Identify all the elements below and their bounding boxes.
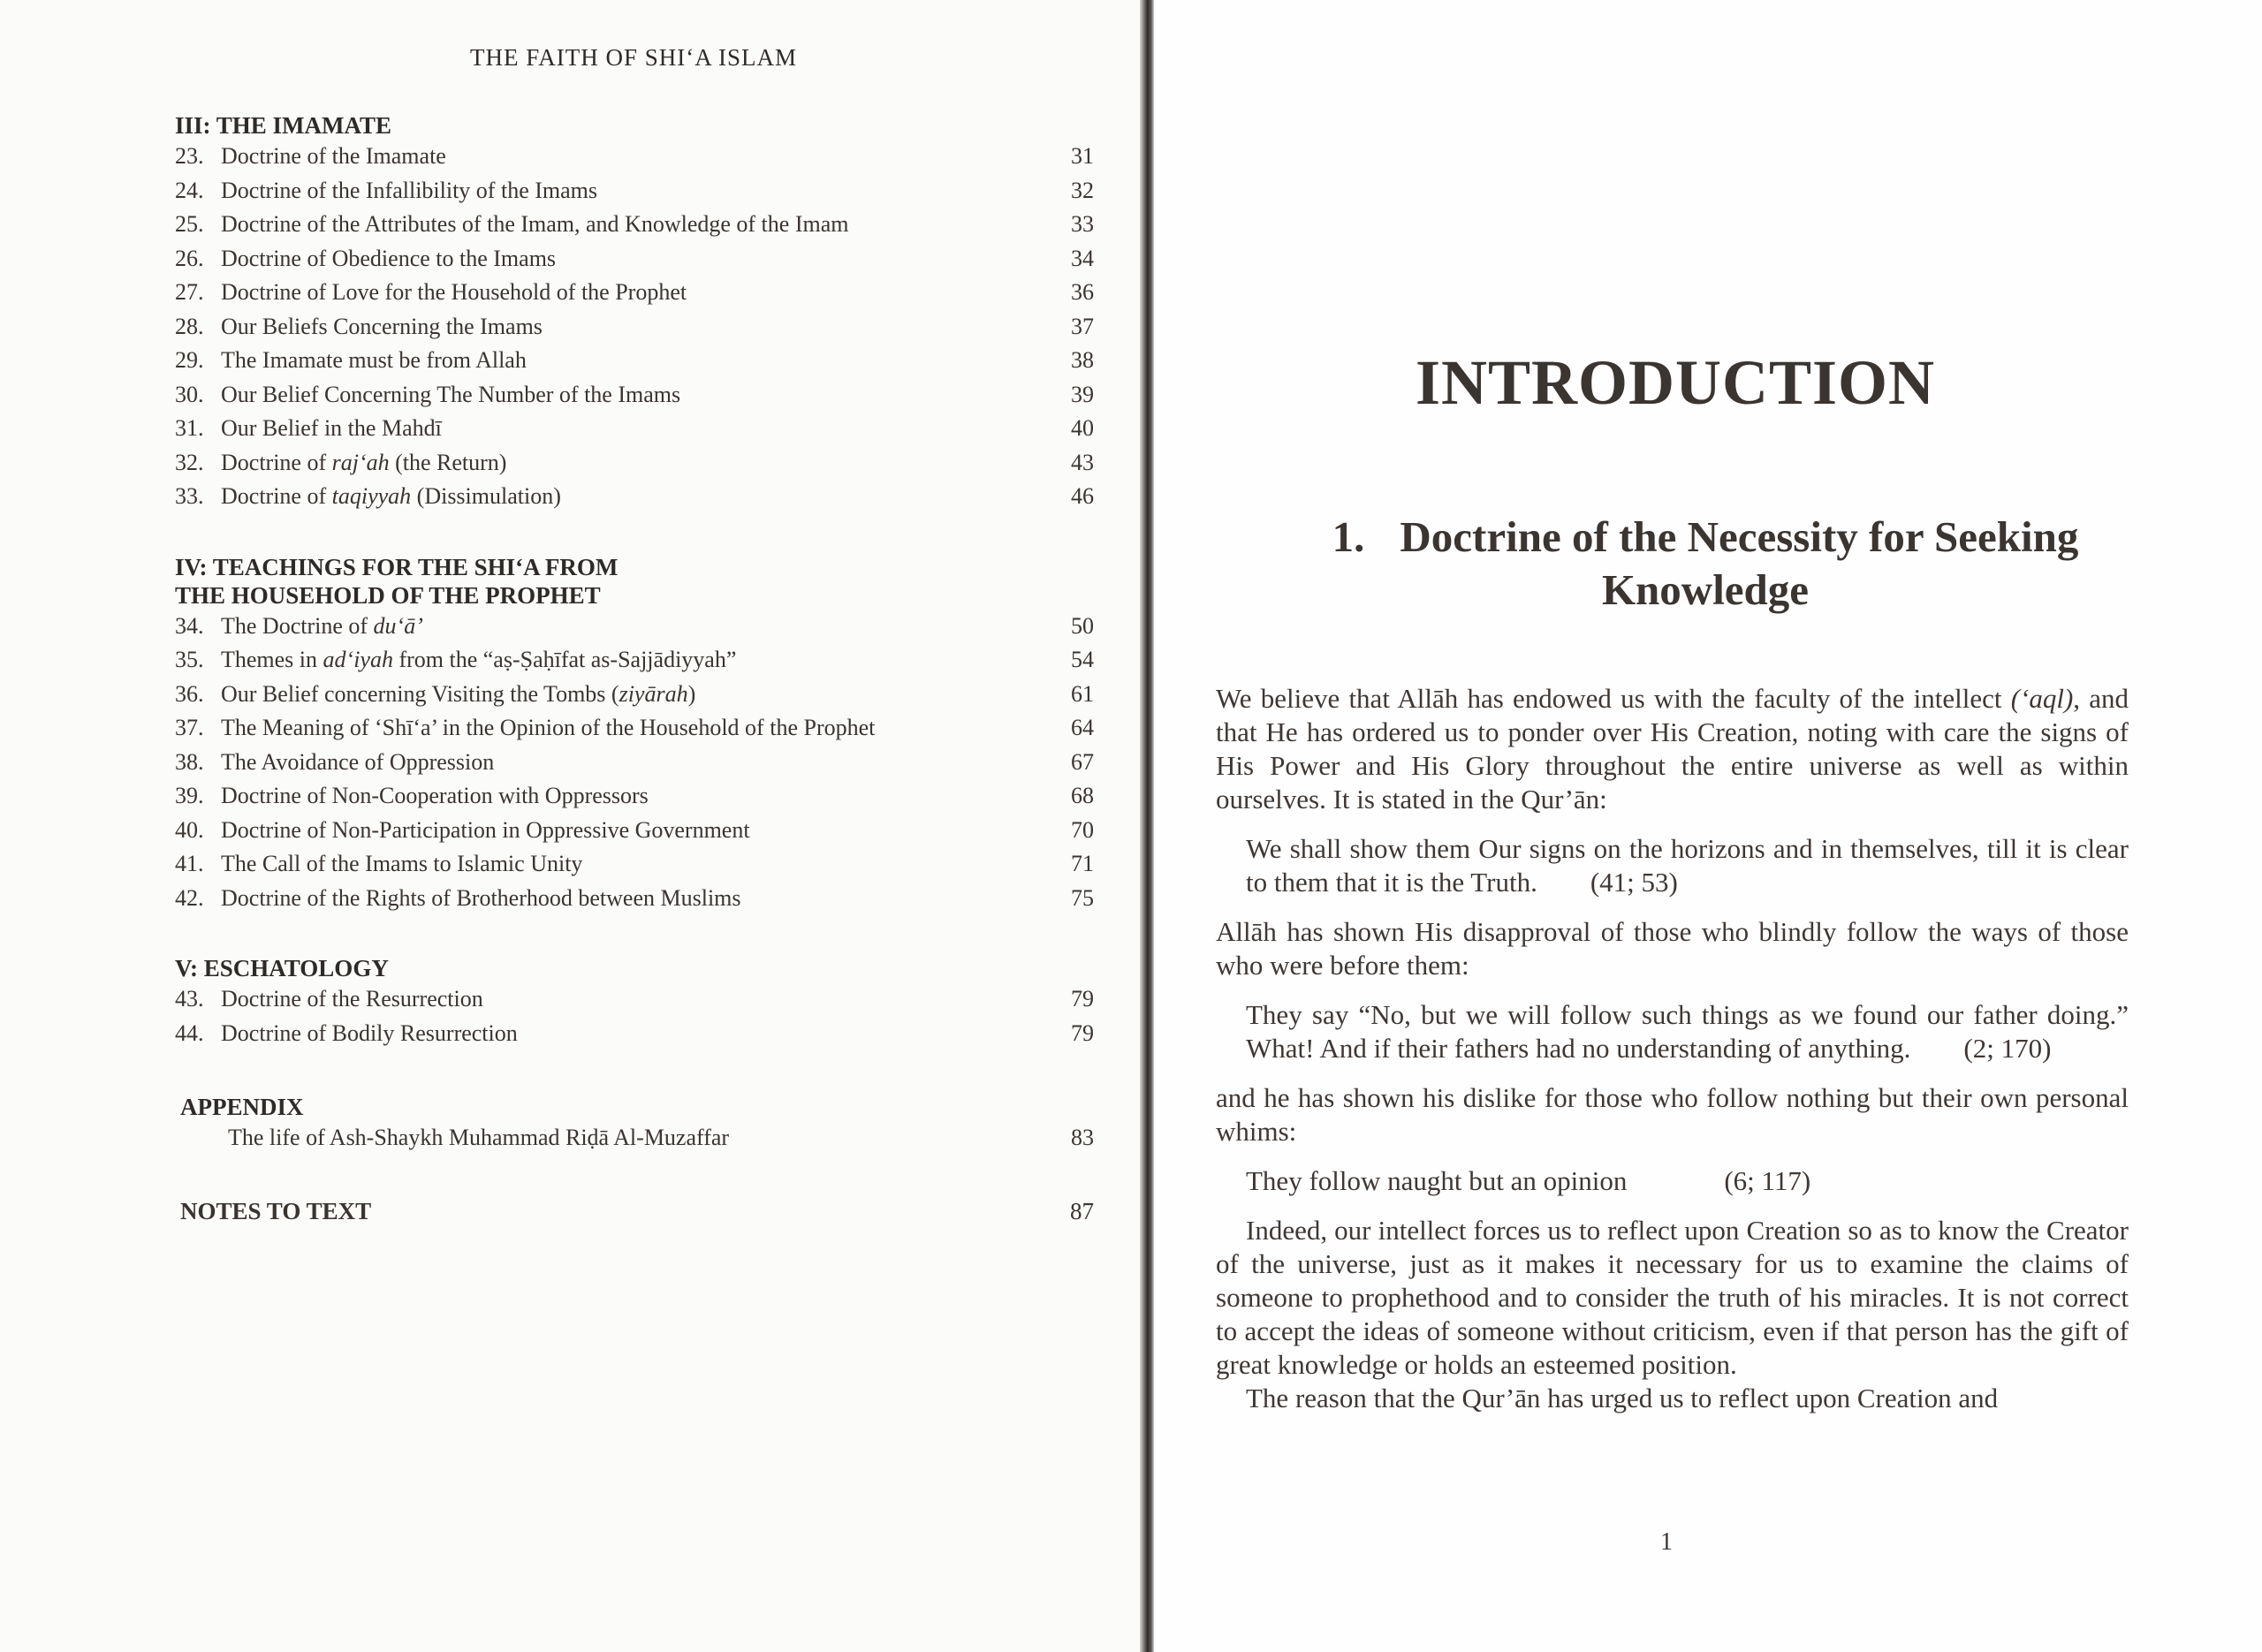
toc-entry-number: 29. <box>175 347 204 373</box>
toc-entry-number: 33. <box>175 483 204 509</box>
quote-text: They follow naught but an opinion <box>1246 1165 1628 1196</box>
toc-entry-title: (Dissimulation) <box>411 483 561 509</box>
toc-entry-term: ad‘iyah <box>323 647 393 672</box>
toc-entry-number: 30. <box>175 381 204 407</box>
quote-reference: (6; 117) <box>1724 1165 1811 1196</box>
toc-entry <box>175 779 1101 814</box>
toc-entry-number: 28. <box>175 313 204 339</box>
page-number: 1 <box>1660 1528 1673 1556</box>
toc-entry <box>175 480 1101 514</box>
toc-entry-term: du‘ā’ <box>373 612 423 639</box>
toc-entry-page: 38 <box>1071 347 1094 373</box>
toc-entry-page: 43 <box>1071 449 1094 475</box>
toc-entry <box>175 643 1101 678</box>
toc-entry-title: from the “aṣ-Ṣaḥīfat as-Sajjādiyyah” <box>392 647 737 672</box>
toc-entry-label <box>175 242 556 277</box>
toc-entry <box>175 814 1101 848</box>
toc-entry-number: 39. <box>175 783 204 808</box>
toc-entry <box>175 344 1101 378</box>
paragraph: Indeed, our intellect forces us to reflect upon Creation so as to know the Creator of the universe, just as it makes it necessary for us to examine the claims of someone to prophethood and to consider the truth of his miracles. It is not correct to accept the ideas of someone without criticism, even if that person has the gift of great knowledge or holds an esteemed position. <box>1216 1215 2129 1380</box>
paragraph: Allāh has shown His disapproval of those who blindly follow the ways of those who were before them: <box>1216 916 2129 981</box>
section-heading-line: IV: TEACHINGS FOR THE SHI‘A FROM <box>175 553 619 580</box>
paragraph <box>1216 682 2129 816</box>
toc-entry-title: Doctrine of the Imamate <box>221 143 446 169</box>
toc-entry-page: 34 <box>1071 245 1094 271</box>
toc-entry-page: 79 <box>1071 986 1094 1012</box>
toc-entry-page: 33 <box>1071 211 1094 237</box>
chapter-title <box>1237 511 2174 617</box>
toc-entry-title: Our Belief in the Mahdī <box>221 415 442 441</box>
toc-entry-number: 44. <box>175 1019 204 1046</box>
toc-entry <box>175 412 1101 446</box>
toc-entry-number: 40. <box>175 816 204 843</box>
toc-entry-label <box>175 276 687 310</box>
chapter-title-line: Doctrine of the Necessity for Seeking <box>1400 512 2079 561</box>
toc-entry-page: 36 <box>1071 279 1094 305</box>
toc-entry-label <box>175 982 483 1017</box>
toc-entry-title: Doctrine of <box>221 483 332 509</box>
toc-entry-number: 31. <box>175 415 204 441</box>
section-imamate-entries <box>175 140 1101 514</box>
block-quote <box>1246 832 2129 899</box>
toc-entry-page: 50 <box>1071 612 1094 639</box>
toc-entry-number: 32. <box>175 449 204 475</box>
block-quote <box>1246 998 2129 1065</box>
introduction-title: INTRODUCTION <box>1415 347 1936 418</box>
toc-entry-number: 38. <box>175 748 204 775</box>
toc-entry-number: 37. <box>175 715 204 740</box>
toc-entry <box>175 982 1101 1017</box>
toc-entry-label <box>175 678 695 712</box>
toc-entry <box>175 378 1101 413</box>
toc-entry-notes <box>175 1194 1101 1229</box>
toc-entry <box>175 1017 1101 1051</box>
toc-entry <box>175 310 1101 345</box>
section-heading-eschatology: V: ESCHATOLOGY <box>175 955 389 981</box>
toc-entry <box>175 242 1101 277</box>
toc-entry-label <box>175 882 741 916</box>
toc-entry-page: 71 <box>1071 851 1094 876</box>
toc-entry-page: 54 <box>1071 647 1094 672</box>
quote-text: They say “No, but we will follow such things as we found our father doing.” What! And if their fathers had no understanding of anything. <box>1246 999 2129 1064</box>
block-quote <box>1246 1164 2129 1198</box>
toc-entry-title: Our Beliefs Concerning the Imams <box>221 313 543 339</box>
toc-entry-title: (the Return) <box>389 449 507 475</box>
toc-entry-page: 87 <box>1070 1197 1094 1224</box>
toc-entry-label <box>175 378 680 413</box>
toc-entry-label <box>175 480 561 514</box>
toc-entry <box>175 746 1101 780</box>
toc-entry-label <box>175 779 649 814</box>
toc-entry-title: Doctrine of the Resurrection <box>221 986 483 1012</box>
toc-entry-title: Doctrine of Bodily Resurrection <box>221 1019 518 1046</box>
toc-entry-title: The Call of the Imams to Islamic Unity <box>221 851 583 876</box>
chapter-number: 1. <box>1332 512 1365 561</box>
notes-label: NOTES TO TEXT <box>180 1197 372 1224</box>
toc-entry-page: 40 <box>1071 415 1094 441</box>
toc-entry-label <box>175 174 597 208</box>
toc-entry-page: 70 <box>1071 816 1094 843</box>
quote-reference: (41; 53) <box>1590 867 1678 898</box>
toc-entry-label <box>175 140 446 174</box>
toc-entry-title: The Imamate must be from Allah <box>221 347 527 373</box>
toc-entry-label <box>175 344 527 378</box>
paragraph: and he has shown his dislike for those who follow nothing but their own personal whims: <box>1216 1082 2129 1147</box>
toc-entry-page: 32 <box>1071 177 1094 203</box>
toc-entry-number: 35. <box>175 647 204 672</box>
book-spine <box>1140 0 1154 1652</box>
toc-entry <box>175 847 1101 882</box>
toc-entry-number: 34. <box>175 612 204 639</box>
toc-entry-page: 61 <box>1071 680 1094 707</box>
paragraph: The reason that the Qur’ān has urged us to reflect upon Creation and <box>1246 1383 1999 1413</box>
toc-entry <box>175 446 1101 481</box>
toc-entry-number: 25. <box>175 211 204 237</box>
toc-entry-title: Doctrine of the Attributes of the Imam, and Knowledge of the Imam <box>221 211 849 237</box>
toc-entry-label <box>175 208 848 242</box>
toc-entry-title: Our Belief concerning Visiting the Tombs ( <box>221 680 619 707</box>
toc-entry-label <box>175 814 750 848</box>
toc-entry-title: Doctrine of the Infallibility of the Imams <box>221 177 597 203</box>
toc-entry-page: 46 <box>1071 483 1094 509</box>
toc-entry-page: 75 <box>1071 884 1094 911</box>
toc-entry <box>175 208 1101 242</box>
running-head: THE FAITH OF SHI‘A ISLAM <box>469 44 797 71</box>
toc-entry-title: Doctrine of Non-Cooperation with Oppressors <box>221 783 649 808</box>
toc-entry-page: 37 <box>1071 313 1094 339</box>
toc-entry-title: Our Belief Concerning The Number of the Imams <box>221 381 681 407</box>
toc-entry-label <box>175 1017 518 1051</box>
toc-entry-number: 24. <box>175 177 204 203</box>
toc-entry-term: ziyārah <box>619 680 688 707</box>
toc-entry-label <box>175 310 543 345</box>
toc-entry-number: 27. <box>175 279 204 305</box>
section-teachings-entries <box>175 610 1101 916</box>
paragraph-text: We believe that Allāh has endowed us with the faculty of the intellect <box>1216 683 2011 714</box>
toc-entry-page: 39 <box>1071 381 1094 407</box>
toc-entry <box>175 882 1101 916</box>
toc-entry-label <box>175 847 582 882</box>
toc-entry-page: 83 <box>1071 1125 1094 1150</box>
quote-text: We shall show them Our signs on the horizons and in themselves, till it is clear to them that it is the Truth. <box>1246 833 2129 898</box>
toc-entry-page: 68 <box>1071 783 1094 808</box>
table-of-contents <box>175 111 1101 1228</box>
body-text <box>1216 682 2129 1415</box>
toc-entry-number: 41. <box>175 851 204 876</box>
toc-entry-title: ) <box>687 680 696 707</box>
toc-entry-label <box>175 643 736 678</box>
toc-entry <box>175 276 1101 310</box>
toc-entry <box>175 711 1101 746</box>
toc-entry-title: Doctrine of Non-Participation in Oppressive Government <box>221 816 750 843</box>
section-heading-line: THE HOUSEHOLD OF THE PROPHET <box>175 581 601 609</box>
toc-entry-page: 79 <box>1071 1019 1094 1046</box>
toc-entry-title: Doctrine of <box>221 449 332 475</box>
toc-entry-number: 43. <box>175 986 204 1012</box>
toc-entry-title: The life of Ash-Shaykh Muhammad Riḍā Al-Muzaffar <box>228 1125 730 1150</box>
paragraph-term: (‘aql) <box>2010 683 2074 714</box>
toc-entry-label <box>175 412 442 446</box>
toc-entry <box>175 678 1101 712</box>
toc-entry-page: 31 <box>1071 143 1094 169</box>
chapter-title-line: Knowledge <box>1601 565 1810 614</box>
toc-entry <box>175 174 1101 208</box>
toc-entry-title: The Avoidance of Oppression <box>221 748 495 775</box>
section-heading-teachings <box>175 553 1101 610</box>
toc-entry-term: raj‘ah <box>331 449 390 475</box>
toc-entry <box>175 610 1101 644</box>
section-heading-imamate: III: THE IMAMATE <box>175 112 392 139</box>
toc-entry-title: The Meaning of ‘Shī‘a’ in the Opinion of the Household of the Prophet <box>221 715 876 740</box>
toc-entry-number: 23. <box>175 143 204 169</box>
toc-entry-label <box>175 446 506 481</box>
toc-entry-number: 26. <box>175 245 204 271</box>
toc-entry-number: 42. <box>175 884 204 911</box>
toc-entry-label <box>175 610 423 644</box>
toc-entry-appendix <box>175 1121 1101 1156</box>
toc-entry-title: The Doctrine of <box>221 612 374 639</box>
toc-entry-page: 64 <box>1071 715 1094 740</box>
toc-entry-title: Doctrine of Love for the Household of the Prophet <box>221 279 687 305</box>
toc-entry-page: 67 <box>1071 748 1094 775</box>
toc-entry-label <box>175 746 494 780</box>
toc-entry-title: Doctrine of the Rights of Brotherhood between Muslims <box>221 884 741 911</box>
section-eschatology-entries <box>175 982 1101 1050</box>
toc-entry <box>175 140 1101 174</box>
appendix-heading: APPENDIX <box>180 1094 304 1120</box>
toc-entry-term: taqiyyah <box>331 483 412 509</box>
paragraph-text: , and that He has ordered us to ponder over His Creation, noting with care the signs of His Power and His Glory throughout the entire universe as well as within ourselves. It is stated in the Qur’ān: <box>1216 683 2129 815</box>
toc-entry-title: Themes in <box>221 647 323 672</box>
toc-entry-title: Doctrine of Obedience to the Imams <box>221 245 557 271</box>
toc-entry-number: 36. <box>175 680 204 707</box>
toc-entry-label <box>175 711 875 746</box>
quote-reference: (2; 170) <box>1963 1033 2052 1064</box>
